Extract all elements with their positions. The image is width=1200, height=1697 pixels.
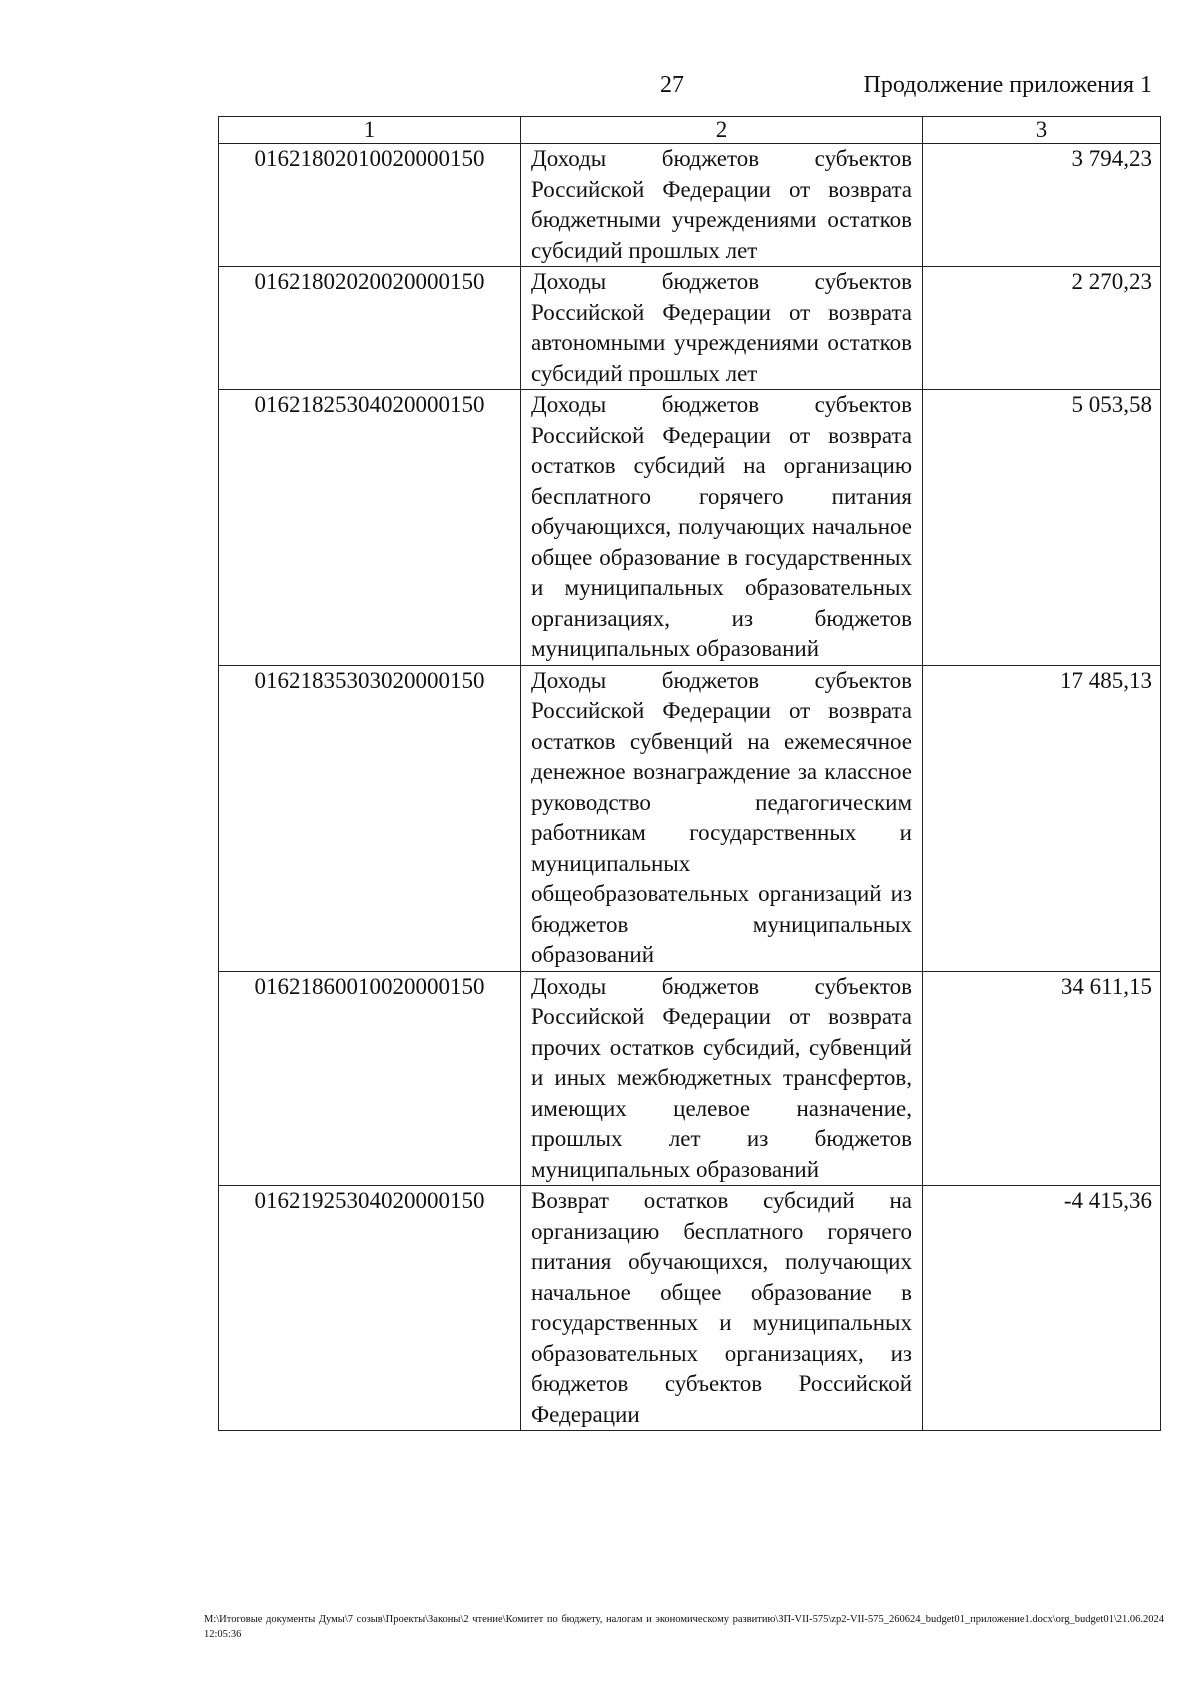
table-row bbox=[219, 665, 1161, 971]
row-code: 01621835303020000150 bbox=[219, 665, 521, 971]
row-description: Возврат остатков субсидий на организацию бесплатного горячего питания обучающихся, получающих начальное общее образование в государственных и муниципальных образовательных организациях, из бюджетов субъектов Российской Федерации bbox=[521, 1186, 923, 1431]
table-header-row bbox=[219, 117, 1161, 144]
row-code: 01621925304020000150 bbox=[219, 1186, 521, 1431]
row-description: Доходы бюджетов субъектов Российской Федерации от возврата остатков субвенций на ежемесячное денежное вознаграждение за классное руководство педагогическим работникам государственных и муниципальных общеобразовательных организаций из бюджетов муниципальных образований bbox=[521, 665, 923, 971]
table-row bbox=[219, 390, 1161, 666]
row-amount: 5 053,58 bbox=[923, 390, 1161, 666]
row-description: Доходы бюджетов субъектов Российской Федерации от возврата бюджетными учреждениями остатков субсидий прошлых лет bbox=[521, 144, 923, 267]
row-code: 01621802020020000150 bbox=[219, 267, 521, 390]
row-code: 01621860010020000150 bbox=[219, 971, 521, 1186]
row-description: Доходы бюджетов субъектов Российской Федерации от возврата прочих остатков субсидий, субвенций и иных межбюджетных трансфертов, имеющих целевое назначение, прошлых лет из бюджетов муниципальных образований bbox=[521, 971, 923, 1186]
row-amount: 17 485,13 bbox=[923, 665, 1161, 971]
row-code: 01621825304020000150 bbox=[219, 390, 521, 666]
row-amount: 2 270,23 bbox=[923, 267, 1161, 390]
page-number: 27 bbox=[660, 72, 684, 98]
column-header-1: 1 bbox=[219, 117, 521, 144]
row-description: Доходы бюджетов субъектов Российской Федерации от возврата остатков субсидий на организацию бесплатного горячего питания обучающихся, получающих начальное общее образование в государственных и муниципальных образовательных организациях, из бюджетов муниципальных образований bbox=[521, 390, 923, 666]
table-row bbox=[219, 144, 1161, 267]
table-row bbox=[219, 1186, 1161, 1431]
table-row bbox=[219, 267, 1161, 390]
income-table bbox=[218, 116, 1161, 1431]
row-description: Доходы бюджетов субъектов Российской Федерации от возврата автономными учреждениями остатков субсидий прошлых лет bbox=[521, 267, 923, 390]
row-amount: 3 794,23 bbox=[923, 144, 1161, 267]
row-amount: -4 415,36 bbox=[923, 1186, 1161, 1431]
row-amount: 34 611,15 bbox=[923, 971, 1161, 1186]
row-code: 01621802010020000150 bbox=[219, 144, 521, 267]
document-file-path: M:\Итоговые документы Думы\7 созыв\Проекты\Законы\2 чтение\Комитет по бюджету, налогам и экономическому развитию\ЗП-VII-575\zp2-VII-575_260624_budget01_приложение1.docx\org_budget01\21.06.2024 12:05:36 bbox=[204, 1614, 1164, 1640]
column-header-2: 2 bbox=[521, 117, 923, 144]
column-header-3: 3 bbox=[923, 117, 1161, 144]
table-row bbox=[219, 971, 1161, 1186]
continuation-label: Продолжение приложения 1 bbox=[863, 72, 1152, 98]
